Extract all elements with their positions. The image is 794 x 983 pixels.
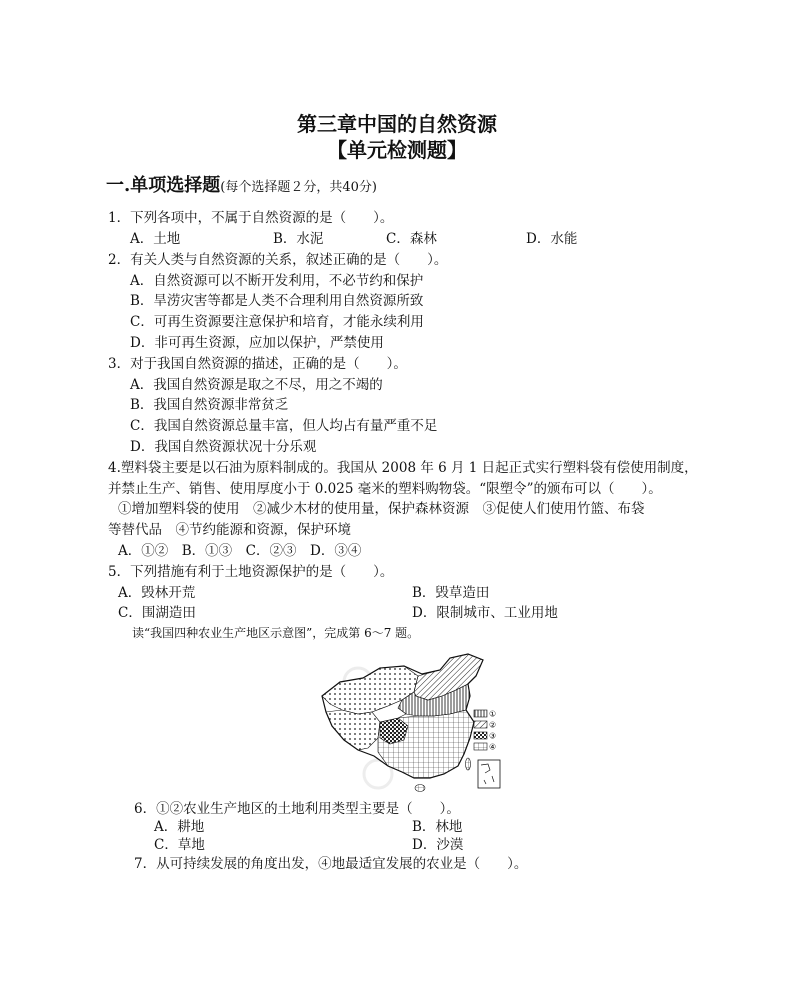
q6-option-d: D．沙漠 <box>412 837 464 853</box>
q5-stem: 5．下列措施有利于土地资源保护的是（ ）。 <box>108 564 394 580</box>
region-tibet <box>326 710 380 750</box>
q3-stem: 3．对于我国自然资源的描述，正确的是（ ）。 <box>108 356 407 372</box>
taiwan-island <box>466 758 471 770</box>
q2-option-b: B．旱涝灾害等都是人类不合理利用自然资源所致 <box>130 293 424 309</box>
legend-label-1: ① <box>489 709 497 719</box>
section-heading-text: 一.单项选择题 <box>106 175 221 196</box>
q2-option-d: D．非可再生资源，应加以保护，严禁使用 <box>130 335 384 351</box>
q7-stem: 7．从可持续发展的角度出发，④地最适宜发展的农业是（ ）。 <box>134 856 528 872</box>
map-legend <box>474 710 496 752</box>
q4-options: A．①② B．①③ C．②③ D．③④ <box>118 543 362 559</box>
read-instruction: 读“我国四种农业生产地区示意图”，完成第 6～7 题。 <box>132 626 420 640</box>
q2-option-c: C．可再生资源要注意保护和培育，才能永续利用 <box>130 314 424 330</box>
q5-option-a: A．毁林开荒 <box>118 585 196 601</box>
page-subtitle: 【单元检测题】 <box>327 138 467 162</box>
section-note: (每个选择题２分，共40分) <box>220 180 377 195</box>
hainan-island <box>415 785 425 792</box>
q1-stem: 1．下列各项中，不属于自然资源的是（ ）。 <box>108 210 394 226</box>
legend-label-4: ④ <box>489 742 497 752</box>
q3-option-d: D．我国自然资源状况十分乐观 <box>130 439 317 455</box>
legend-label-2: ② <box>489 720 497 730</box>
q4-line-2: 并禁止生产、销售、使用厚度小于 0.025 毫米的塑料购物袋。“限塑令”的颁布可以（ ）。 <box>108 481 662 497</box>
legend-swatch-4 <box>474 743 487 750</box>
q6-stem: 6．①②农业生产地区的土地利用类型主要是（ ）。 <box>134 801 460 817</box>
q3-option-a: A．我国自然资源是取之不尽，用之不竭的 <box>130 377 383 393</box>
page-title: 第三章中国的自然资源 <box>297 112 497 136</box>
legend-swatch-2 <box>474 721 487 728</box>
china-agriculture-map <box>318 652 516 802</box>
q6-option-a: A．耕地 <box>154 819 205 835</box>
q2-stem: 2．有关人类与自然资源的关系，叙述正确的是（ ）。 <box>108 252 448 268</box>
section-heading <box>106 175 377 199</box>
q6-option-b: B．林地 <box>412 819 463 835</box>
q2-option-a: A．自然资源可以不断开发利用，不必节约和保护 <box>130 273 424 289</box>
q4-line-3: ①增加塑料袋的使用 ②减少木材的使用量，保护森林资源 ③促使人们使用竹篮、布袋 <box>118 501 645 517</box>
q3-option-c: C．我国自然资源总量丰富，但人均占有量严重不足 <box>130 418 438 434</box>
legend-label-3: ③ <box>489 731 497 741</box>
q1-option-d: D．水能 <box>526 231 578 247</box>
q5-option-d: D．限制城市、工业用地 <box>412 605 558 621</box>
q5-option-b: B．毁草造田 <box>412 585 490 601</box>
q3-option-b: B．我国自然资源非常贫乏 <box>130 397 289 413</box>
q1-option-a: A．土地 <box>130 231 181 247</box>
south-china-sea-inset <box>478 760 500 788</box>
q5-option-c: C．围湖造田 <box>118 605 196 621</box>
legend-swatch-3 <box>474 732 487 739</box>
q1-option-c: C．森林 <box>386 231 437 247</box>
q6-option-c: C．草地 <box>154 837 205 853</box>
q1-option-b: B．水泥 <box>273 231 324 247</box>
q4-line-1: 4.塑料袋主要是以石油为原料制成的。我国从 2008 年 6 月 1 日起正式实行塑料袋有偿使用制度， <box>108 460 698 476</box>
q4-line-4: 等替代品 ④节约能源和资源，保护环境 <box>108 522 351 538</box>
legend-swatch-1 <box>474 710 487 717</box>
